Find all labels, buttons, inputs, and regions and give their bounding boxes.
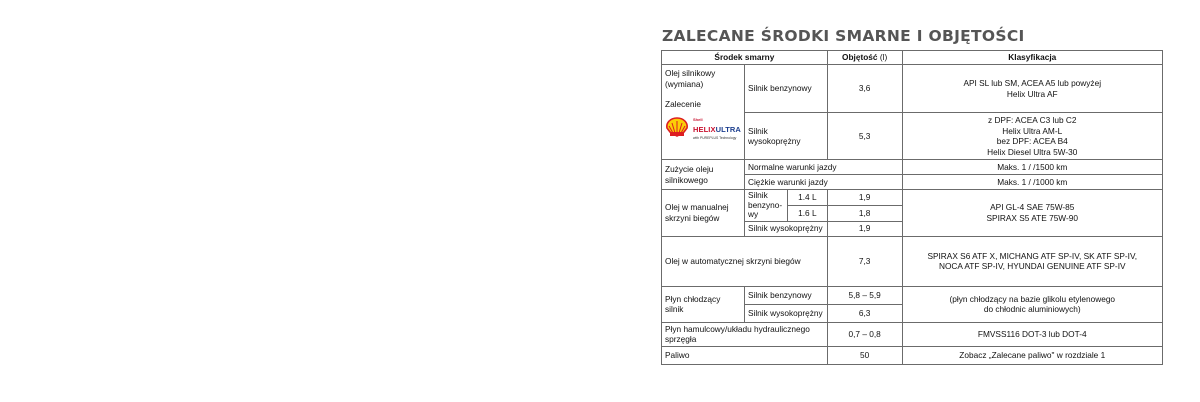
header-volume: Objętość (l) — [827, 51, 902, 65]
manual-gearbox-engine-2: 1.6 L — [787, 205, 827, 221]
header-classification: Klasyfikacja — [902, 51, 1162, 65]
table-row — [662, 346, 1163, 364]
table-row — [662, 286, 1163, 304]
manual-gearbox-petrol-label: Silnik benzyno- wy — [744, 190, 787, 222]
manual-gearbox-volume-2: 1,8 — [827, 205, 902, 221]
coolant-class: (płyn chłodzący na bazie glikolu etylenowego do chłodnic aluminiowych) — [902, 286, 1162, 322]
recommendation-label: Zalecenie — [665, 99, 701, 109]
engine-oil-petrol-volume: 3,6 — [827, 65, 902, 113]
fuel-volume: 50 — [827, 346, 902, 364]
oil-consumption-normal-value: Maks. 1 / /1500 km — [902, 160, 1162, 175]
manual-gearbox-class: API GL-4 SAE 75W-85 SPIRAX S5 ATE 75W-90 — [902, 190, 1162, 237]
manual-gearbox-engine-1: 1.4 L — [787, 190, 827, 206]
coolant-diesel-volume: 6,3 — [827, 304, 902, 322]
table-row — [662, 65, 1163, 113]
table-row — [662, 236, 1163, 286]
brake-fluid-class: FMVSS116 DOT-3 lub DOT-4 — [902, 322, 1162, 346]
table-row — [662, 190, 1163, 206]
engine-oil-cell — [662, 65, 745, 160]
manual-gearbox-volume-1: 1,9 — [827, 190, 902, 206]
shell-pecten-icon — [665, 117, 689, 137]
coolant-petrol-label: Silnik benzynowy — [744, 286, 827, 304]
automatic-gearbox-volume: 7,3 — [827, 236, 902, 286]
automatic-gearbox-class: SPIRAX S6 ATF X, MICHANG ATF SP-IV, SK ATF SP-IV, NOCA ATF SP-IV, HYUNDAI GENUINE ATF SP-IV — [902, 236, 1162, 286]
coolant-petrol-volume: 5,8 – 5,9 — [827, 286, 902, 304]
oil-consumption-label: Zużycie oleju silnikowego — [662, 160, 745, 190]
header-lubricant: Środek smarny — [662, 51, 828, 65]
table-row — [662, 160, 1163, 175]
engine-oil-label: Olej silnikowy (wymiana) — [665, 68, 716, 89]
page-title: ZALECANE ŚRODKI SMARNE I OBJĘTOŚCI — [662, 27, 1025, 45]
shell-helix-ultra-logo: Shell HELIXULTRA with PUREPLUS Technology — [665, 115, 741, 140]
lubricants-table — [661, 50, 1163, 365]
manual-gearbox-volume-3: 1,9 — [827, 221, 902, 236]
automatic-gearbox-label: Olej w automatycznej skrzyni biegów — [662, 236, 828, 286]
brake-fluid-volume: 0,7 – 0,8 — [827, 322, 902, 346]
fuel-label: Paliwo — [662, 346, 828, 364]
brake-fluid-label: Płyn hamulcowy/układu hydraulicznego sprzęgła — [662, 322, 828, 346]
coolant-diesel-label: Silnik wysokoprężny — [744, 304, 827, 322]
coolant-label: Płyn chłodzący silnik — [662, 286, 745, 322]
manual-gearbox-diesel-label: Silnik wysokoprężny — [744, 221, 827, 236]
oil-consumption-hard-label: Ciężkie warunki jazdy — [744, 175, 902, 190]
oil-consumption-hard-value: Maks. 1 / /1000 km — [902, 175, 1162, 190]
fuel-class: Zobacz „Zalecane paliwo" w rozdziale 1 — [902, 346, 1162, 364]
engine-oil-diesel-label: Silnik wysokoprężny — [744, 113, 827, 160]
table-row — [662, 322, 1163, 346]
oil-consumption-normal-label: Normalne warunki jazdy — [744, 160, 902, 175]
engine-oil-petrol-class: API SL lub SM, ACEA A5 lub powyżej Helix Ultra AF — [902, 65, 1162, 113]
table-header-row — [662, 51, 1163, 65]
engine-oil-diesel-class: z DPF: ACEA C3 lub C2 Helix Ultra AM-L bez DPF: ACEA B4 Helix Diesel Ultra 5W-30 — [902, 113, 1162, 160]
engine-oil-petrol-label: Silnik benzynowy — [744, 65, 827, 113]
engine-oil-diesel-volume: 5,3 — [827, 113, 902, 160]
manual-gearbox-label: Olej w manualnej skrzyni biegów — [662, 190, 745, 237]
